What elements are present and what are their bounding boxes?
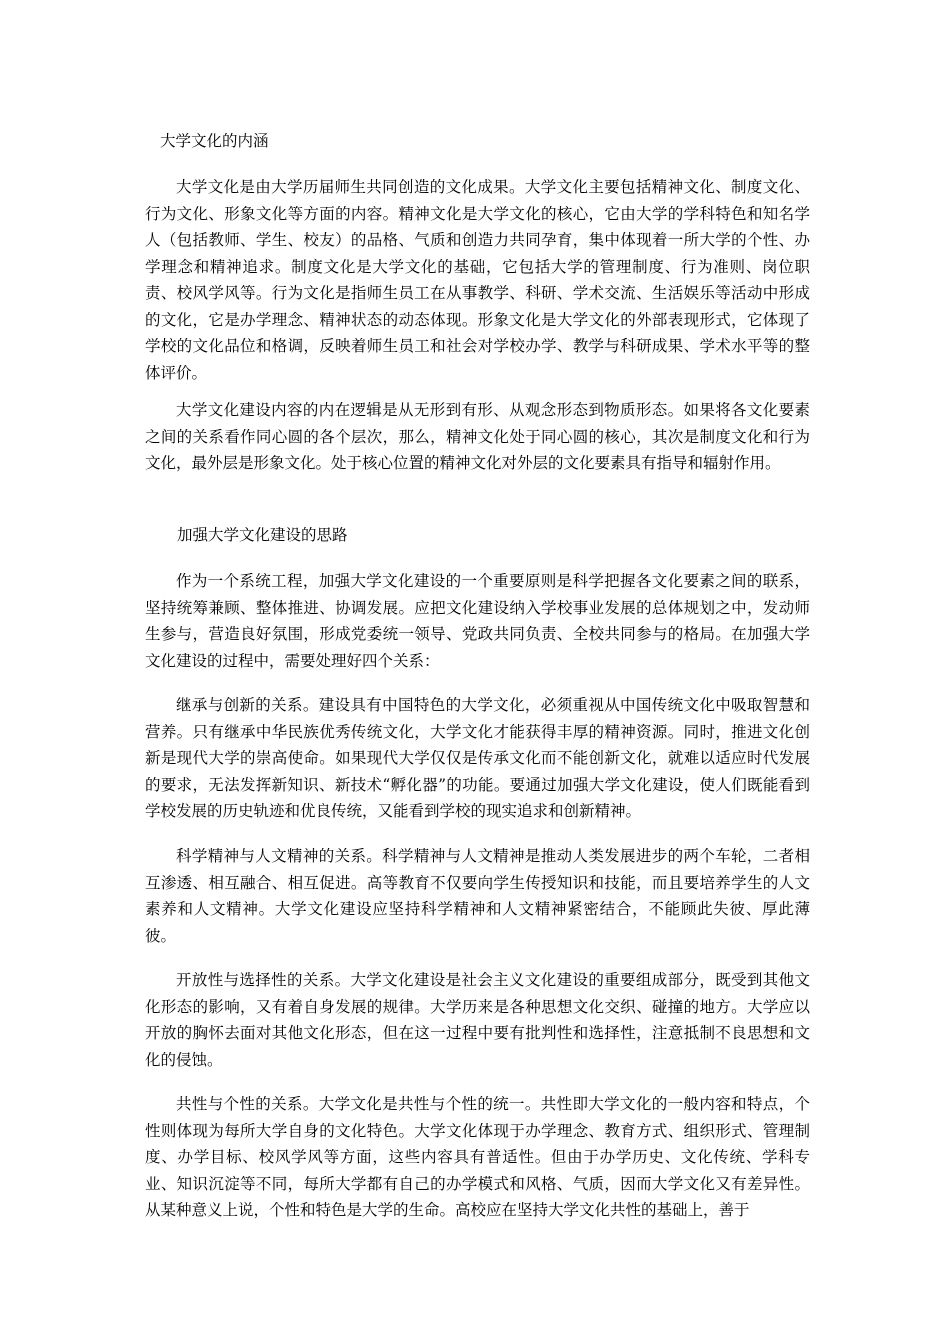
paragraph-definition: 大学文化是由大学历届师生共同创造的文化成果。大学文化主要包括精神文化、制度文化、行为文化、形象文化等方面的内容。精神文化是大学文化的核心，它由大学的学科特色和知名学人（包括教师、学生、校友）的品格、气质和创造力共同孕育，集中体现着一所大学的个性、办学理念和精神追求。制度文化是大学文化的基础，它包括大学的管理制度、行为准则、岗位职责、校风学风等。行为文化是指师生员工在从事教学、科研、学术交流、生活娱乐等活动中形成的文化，它是办学理念、精神状态的动态体现。形象文化是大学文化的外部表现形式，它体现了学校的文化品位和格调，反映着师生员工和社会对学校办学、教学与科研成果、学术水平等的整体评价。: [145, 178, 810, 382]
paragraph-inherit-innovate: 继承与创新的关系。建设具有中国特色的大学文化，必须重视从中国传统文化中吸取智慧和营养。只有继承中华民族优秀传统文化，大学文化才能获得丰厚的精神资源。同时，推进文化创新是现代大学的崇高使命。如果现代大学仅仅是传承文化而不能创新文化，就难以适应时代发展的要求，无法发挥新知识、新技术“孵化器”的功能。要通过加强大学文化建设，使人们既能看到学校发展的历史轨迹和优良传统，又能看到学校的现实追求和创新精神。: [145, 696, 810, 820]
paragraph-commonality-individuality: 共性与个性的关系。大学文化是共性与个性的统一。共性即大学文化的一般内容和特点，个性则体现为每所大学自身的文化特色。大学文化体现于办学理念、教育方式、组织形式、管理制度、办学目标、校风学风等方面，这些内容具有普适性。但由于办学历史、文化传统、学科专业、知识沉淀等不同，每所大学都有自己的办学模式和风格、气质，因而大学文化又有差异性。从某种意义上说，个性和特色是大学的生命。高校应在坚持大学文化共性的基础上，善于: [145, 1095, 810, 1219]
paragraph-inner-logic: 大学文化建设内容的内在逻辑是从无形到有形、从观念形态到物质形态。如果将各文化要素之间的关系看作同心圆的各个层次，那么，精神文化处于同心圆的核心，其次是制度文化和行为文化，最外层是形象文化。处于核心位置的精神文化对外层的文化要素具有指导和辐射作用。: [145, 401, 810, 472]
section-heading-connotation: 大学文化的内涵: [160, 132, 269, 150]
paragraph-openness-selectivity: 开放性与选择性的关系。大学文化建设是社会主义文化建设的重要组成部分，既受到其他文化形态的影响，又有着自身发展的规律。大学历来是各种思想文化交织、碰撞的地方。大学应以开放的胸怀去面对其他文化形态，但在这一过程中要有批判性和选择性，注意抵制不良思想和文化的侵蚀。: [145, 971, 810, 1069]
paragraph-science-humanities: 科学精神与人文精神的关系。科学精神与人文精神是推动人类发展进步的两个车轮，二者相互渗透、相互融合、相互促进。高等教育不仅要向学生传授知识和技能，而且要培养学生的人文素养和人文精神。大学文化建设应坚持科学精神和人文精神紧密结合，不能顾此失彼、厚此薄彼。: [145, 847, 810, 945]
paragraph-system-engineering: 作为一个系统工程，加强大学文化建设的一个重要原则是科学把握各文化要素之间的联系，坚持统筹兼顾、整体推进、协调发展。应把文化建设纳入学校事业发展的总体规划之中，发动师生参与，营造良好氛围，形成党委统一领导、党政共同负责、全校共同参与的格局。在加强大学文化建设的过程中，需要处理好四个关系：: [145, 572, 810, 670]
section-heading-approach: 加强大学文化建设的思路: [177, 526, 348, 544]
